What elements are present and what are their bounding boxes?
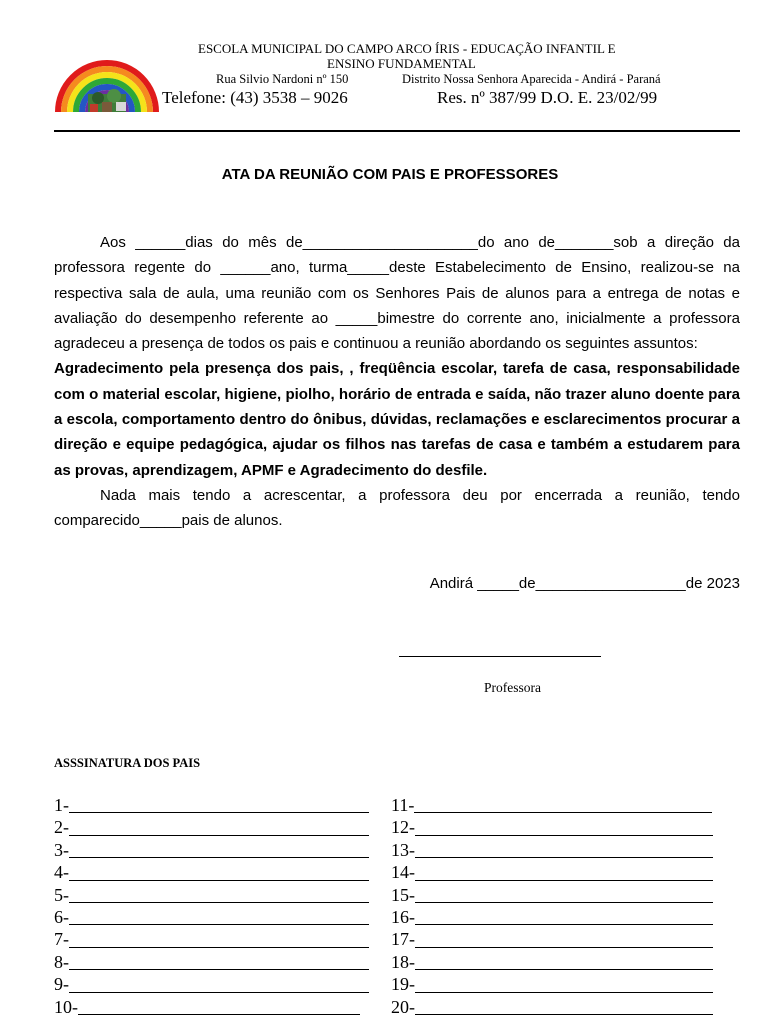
signature-blank xyxy=(69,931,369,948)
signature-number: 2- xyxy=(54,817,69,838)
signature-blank xyxy=(69,908,369,925)
signature-number: 4- xyxy=(54,862,69,883)
signature-number: 15- xyxy=(391,884,415,905)
signature-number: 7- xyxy=(54,929,69,950)
signature-blank xyxy=(415,841,713,858)
intro-paragraph: Aos ______dias do mês de_____________________do ano de_______sob a direção da professora regente do ______ano, turma_____deste Estabelecimento de Ensino, realizou-se na respectiva sala de aula, uma reunião com os Senhores Pais de alunos para a entrega de notas e avaliação do desempenho referente ao _____bimestre do corrente ano, inicialmente a professora agradeceu a presença de todos os pais e continuou a reunião abordando os seguintes assuntos: xyxy=(54,234,740,353)
signature-row xyxy=(54,816,369,838)
signature-number: 13- xyxy=(391,839,415,860)
signature-row xyxy=(54,861,369,883)
signature-row xyxy=(391,884,713,906)
signature-blank xyxy=(415,998,713,1015)
signature-row xyxy=(391,816,713,838)
signature-row xyxy=(54,794,369,816)
signature-row xyxy=(391,996,713,1018)
signature-number: 5- xyxy=(54,884,69,905)
minutes-body xyxy=(54,230,740,534)
signature-blank xyxy=(78,998,360,1015)
signature-number: 1- xyxy=(54,794,69,815)
parents-signature-column-left xyxy=(54,794,369,1018)
signature-blank xyxy=(69,976,369,993)
signature-number: 8- xyxy=(54,951,69,972)
closing-paragraph: Nada mais tendo a acrescentar, a professora deu por encerrada a reunião, tendo comparecido_____pais de alunos. xyxy=(54,486,740,530)
signature-blank xyxy=(415,819,713,836)
signature-number: 12- xyxy=(391,817,415,838)
date-line: Andirá _____de__________________de 2023 xyxy=(429,575,740,592)
school-address-district: Distrito Nossa Senhora Aparecida - Andirá - Paraná xyxy=(402,72,661,86)
signature-number: 20- xyxy=(391,996,415,1017)
signature-row xyxy=(391,973,713,995)
signature-number: 19- xyxy=(391,974,415,995)
signature-number: 10- xyxy=(54,996,78,1017)
signature-blank xyxy=(69,953,369,970)
signature-blank xyxy=(69,796,369,813)
signature-blank xyxy=(415,953,713,970)
signature-row xyxy=(391,861,713,883)
signature-row xyxy=(54,996,369,1018)
signature-row xyxy=(54,906,369,928)
signature-blank xyxy=(69,841,369,858)
signature-row xyxy=(391,951,713,973)
school-name-line-1: ESCOLA MUNICIPAL DO CAMPO ARCO ÍRIS - EDUCAÇÃO INFANTIL E xyxy=(198,41,616,56)
parents-signature-column-right xyxy=(391,794,713,1018)
parents-signature-heading: ASSSINATURA DOS PAIS xyxy=(54,756,201,770)
topics-paragraph: Agradecimento pela presença dos pais, , freqüência escolar, tarefa de casa, responsabilidade com o material escolar, higiene, piolho, horário de entrada e saída, não trazer aluno doente para a escola, comportamento dentro do ônibus, dúvidas, reclamações e esclarecimentos procurar a direção e equipe pedagógica, ajudar os filhos nas tarefas de casa e também a estudarem para as provas, aprendizagem, APMF e Agradecimento do desfile. xyxy=(54,360,740,479)
signature-row xyxy=(54,973,369,995)
document-title: ATA DA REUNIÃO COM PAIS E PROFESSORES xyxy=(221,166,559,183)
signature-number: 16- xyxy=(391,906,415,927)
signature-number: 6- xyxy=(54,906,69,927)
signature-blank xyxy=(415,931,713,948)
rainbow-logo xyxy=(54,58,160,114)
signature-blank xyxy=(415,864,713,881)
signature-row xyxy=(391,839,713,861)
school-address-street: Rua Silvio Nardoni nº 150 xyxy=(216,72,349,86)
signature-number: 14- xyxy=(391,862,415,883)
signature-row xyxy=(54,839,369,861)
signature-number: 18- xyxy=(391,951,415,972)
signature-row xyxy=(391,794,713,816)
signature-blank xyxy=(69,864,369,881)
signature-blank xyxy=(415,886,713,903)
signature-blank xyxy=(69,886,369,903)
header-divider xyxy=(54,130,740,132)
signature-blank xyxy=(415,976,713,993)
signature-number: 17- xyxy=(391,929,415,950)
signature-row xyxy=(391,928,713,950)
signature-blank xyxy=(69,819,369,836)
signature-number: 3- xyxy=(54,839,69,860)
signature-number: 9- xyxy=(54,974,69,995)
signature-number: 11- xyxy=(391,794,415,815)
teacher-signature-label: Professora xyxy=(484,680,541,695)
school-name-line-2: ENSINO FUNDAMENTAL xyxy=(327,56,476,71)
school-phone: Telefone: (43) 3538 – 9026 xyxy=(162,88,348,107)
school-resolution: Res. nº 387/99 D.O. E. 23/02/99 xyxy=(437,88,658,107)
signature-row xyxy=(54,884,369,906)
signature-row xyxy=(54,951,369,973)
signature-row xyxy=(54,928,369,950)
signature-blank xyxy=(414,796,712,813)
signature-row xyxy=(391,906,713,928)
signature-blank xyxy=(415,908,713,925)
teacher-signature-line xyxy=(399,656,601,657)
